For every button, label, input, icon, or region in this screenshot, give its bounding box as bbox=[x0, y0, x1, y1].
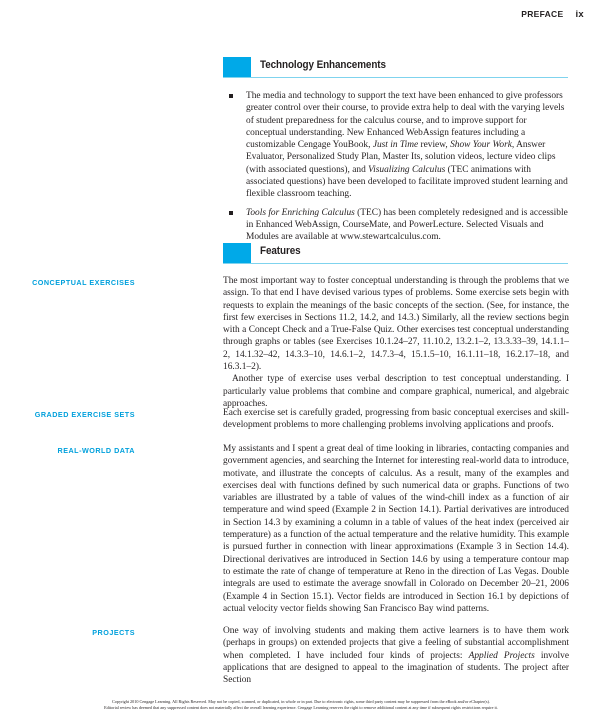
heading-accent-bar bbox=[223, 243, 251, 263]
paragraph-conceptual-exercises bbox=[223, 275, 569, 410]
heading-accent-bar bbox=[223, 57, 251, 77]
label-graded-exercise-sets: GRADED EXERCISE SETS bbox=[34, 410, 135, 419]
bullet-text bbox=[246, 91, 568, 199]
label-real-world-data: REAL-WORLD DATA bbox=[57, 446, 135, 455]
bullet-item bbox=[229, 207, 569, 244]
bullet-square-icon bbox=[229, 211, 233, 215]
italic-term: Applied Projects bbox=[468, 650, 535, 661]
bullet-item bbox=[229, 90, 569, 201]
section-heading-features bbox=[223, 243, 568, 264]
text-run: involve applications that are designed to appeal to the imagination of students. The project after Section bbox=[223, 650, 570, 686]
section-title: Technology Enhancements bbox=[260, 59, 386, 71]
italic-term: Tools for Enriching Calculus bbox=[246, 207, 355, 218]
section-heading-technology bbox=[223, 57, 568, 78]
text-run: (TEC animations with associated questions) have been developed to facilitate improved student learning and flexible classroom teaching. bbox=[246, 164, 568, 200]
italic-term: Just in Time bbox=[372, 140, 419, 151]
text-run: review, bbox=[418, 140, 451, 151]
section-title: Features bbox=[260, 245, 301, 257]
paragraph-text: The most important way to foster conceptual understanding is through the problems that we assign. To that end I have devised various types of problems. Some exercise sets begin with requests to explain the meanings of the basic concepts of the section. (See, for instance, the first few exercises in Sections 11.2, 14.2, and 14.3.) Similarly, all the review sections begin with a Concept Check and a True-False Quiz. Other exercises test conceptual understanding through graphs or tables (see Exercises 10.1.24–27, 11.10.2, 13.2.1–2, 13.3.33–39, 14.1.1–2, 14.1.32–42, 14.3.3–10, 14.6.1–2, 14.7.3–4, 15.1.5–10, 16.1.11–18, 16.2.17–18, and 16.3.1–2). bbox=[223, 276, 569, 373]
copyright-footer bbox=[0, 699, 602, 711]
label-projects: PROJECTS bbox=[92, 628, 135, 637]
bullet-square-icon bbox=[229, 94, 233, 98]
bullet-text bbox=[246, 208, 568, 243]
footer-line-1: Copyright 2010 Cengage Learning. All Rights Reserved. May not be copied, scanned, or duplicated, in whole or in part. Due to electronic rights, some third party content may be suppressed from the eBook and/or eChapter(s). bbox=[112, 699, 490, 704]
paragraph-graded-exercise-sets: Each exercise set is carefully graded, progressing from basic conceptual exercises and skill-development problems to more challenging problems involving applications and proofs. bbox=[223, 408, 569, 431]
text-run: (TEC) has been completely redesigned and is accessible in Enhanced WebAssign, CourseMate, and PowerLecture. Selected Visuals and Modules are available at www.stewartcalculus.com. bbox=[246, 207, 568, 243]
italic-term: Visualizing Calculus bbox=[368, 164, 446, 175]
text-run: The media and technology to support the text have been enhanced to give professors greater control over their course, to provide extra help to deal with the varying levels of student preparedness for the calculus course, and to improve support for conceptual understanding. New Enhanced WebAssign features including a customizable Cengage YouBook, bbox=[246, 91, 565, 151]
text-run: , Answer Evaluator, Personalized Study Plan, Master Its, solution videos, lecture video clips (with associated questions), and bbox=[246, 140, 556, 175]
label-conceptual-exercises: CONCEPTUAL EXERCISES bbox=[32, 278, 135, 287]
page-number: ix bbox=[575, 9, 584, 20]
paragraph-real-world-data: My assistants and I spent a great deal of time looking in libraries, contacting companies and government agencies, and searching the Internet for interesting real-world data to introduce, motivate, and illustrate the concepts of calculus. As a result, many of the examples and exercises deal with functions defined by such numerical data or graphs. Functions of two variables are illustrated by a table of values of the wind-chill index as a function of air temperature and wind speed (Example 2 in Section 14.1). Partial derivatives are introduced in Section 14.3 by examining a column in a table of values of the heat index (perceived air temperature) as a function of the actual temperature and the relative humidity. This example is pursued further in connection with linear approximations (Example 3 in Section 14.4). Directional derivatives are introduced in Section 14.6 by using a temperature contour map to estimate the rate of change of temperature at Reno in the direction of Las Vegas. Double integrals are used to estimate the average snowfall in Colorado on December 20–21, 2006 (Example 4 in Section 15.1). Vector fields are introduced in Section 16.1 by depictions of actual velocity vector fields showing San Francisco Bay wind patterns. bbox=[223, 444, 569, 614]
paragraph-projects bbox=[223, 625, 569, 686]
paragraph-text bbox=[223, 626, 569, 685]
text-run: One way of involving students and making them active learners is to have them work (perhaps in groups) on extended projects that give a feeling of substantial accomplishment when completed. I have included four kinds of projects: bbox=[223, 626, 569, 661]
italic-term: Show Your Work bbox=[450, 140, 512, 151]
running-head bbox=[521, 9, 584, 20]
technology-bullet-list bbox=[229, 90, 569, 250]
running-head-label: PREFACE bbox=[521, 9, 564, 19]
paragraph-text: Another type of exercise uses verbal description to test conceptual understanding. I particularly value problems that combine and compare graphical, numerical, and algebraic approaches. bbox=[223, 374, 569, 409]
footer-line-2: Editorial review has deemed that any suppressed content does not materially affect the overall learning experience. Cengage Learning reserves the right to remove additional content at any time if subsequent rights restrictions require it. bbox=[104, 705, 498, 710]
